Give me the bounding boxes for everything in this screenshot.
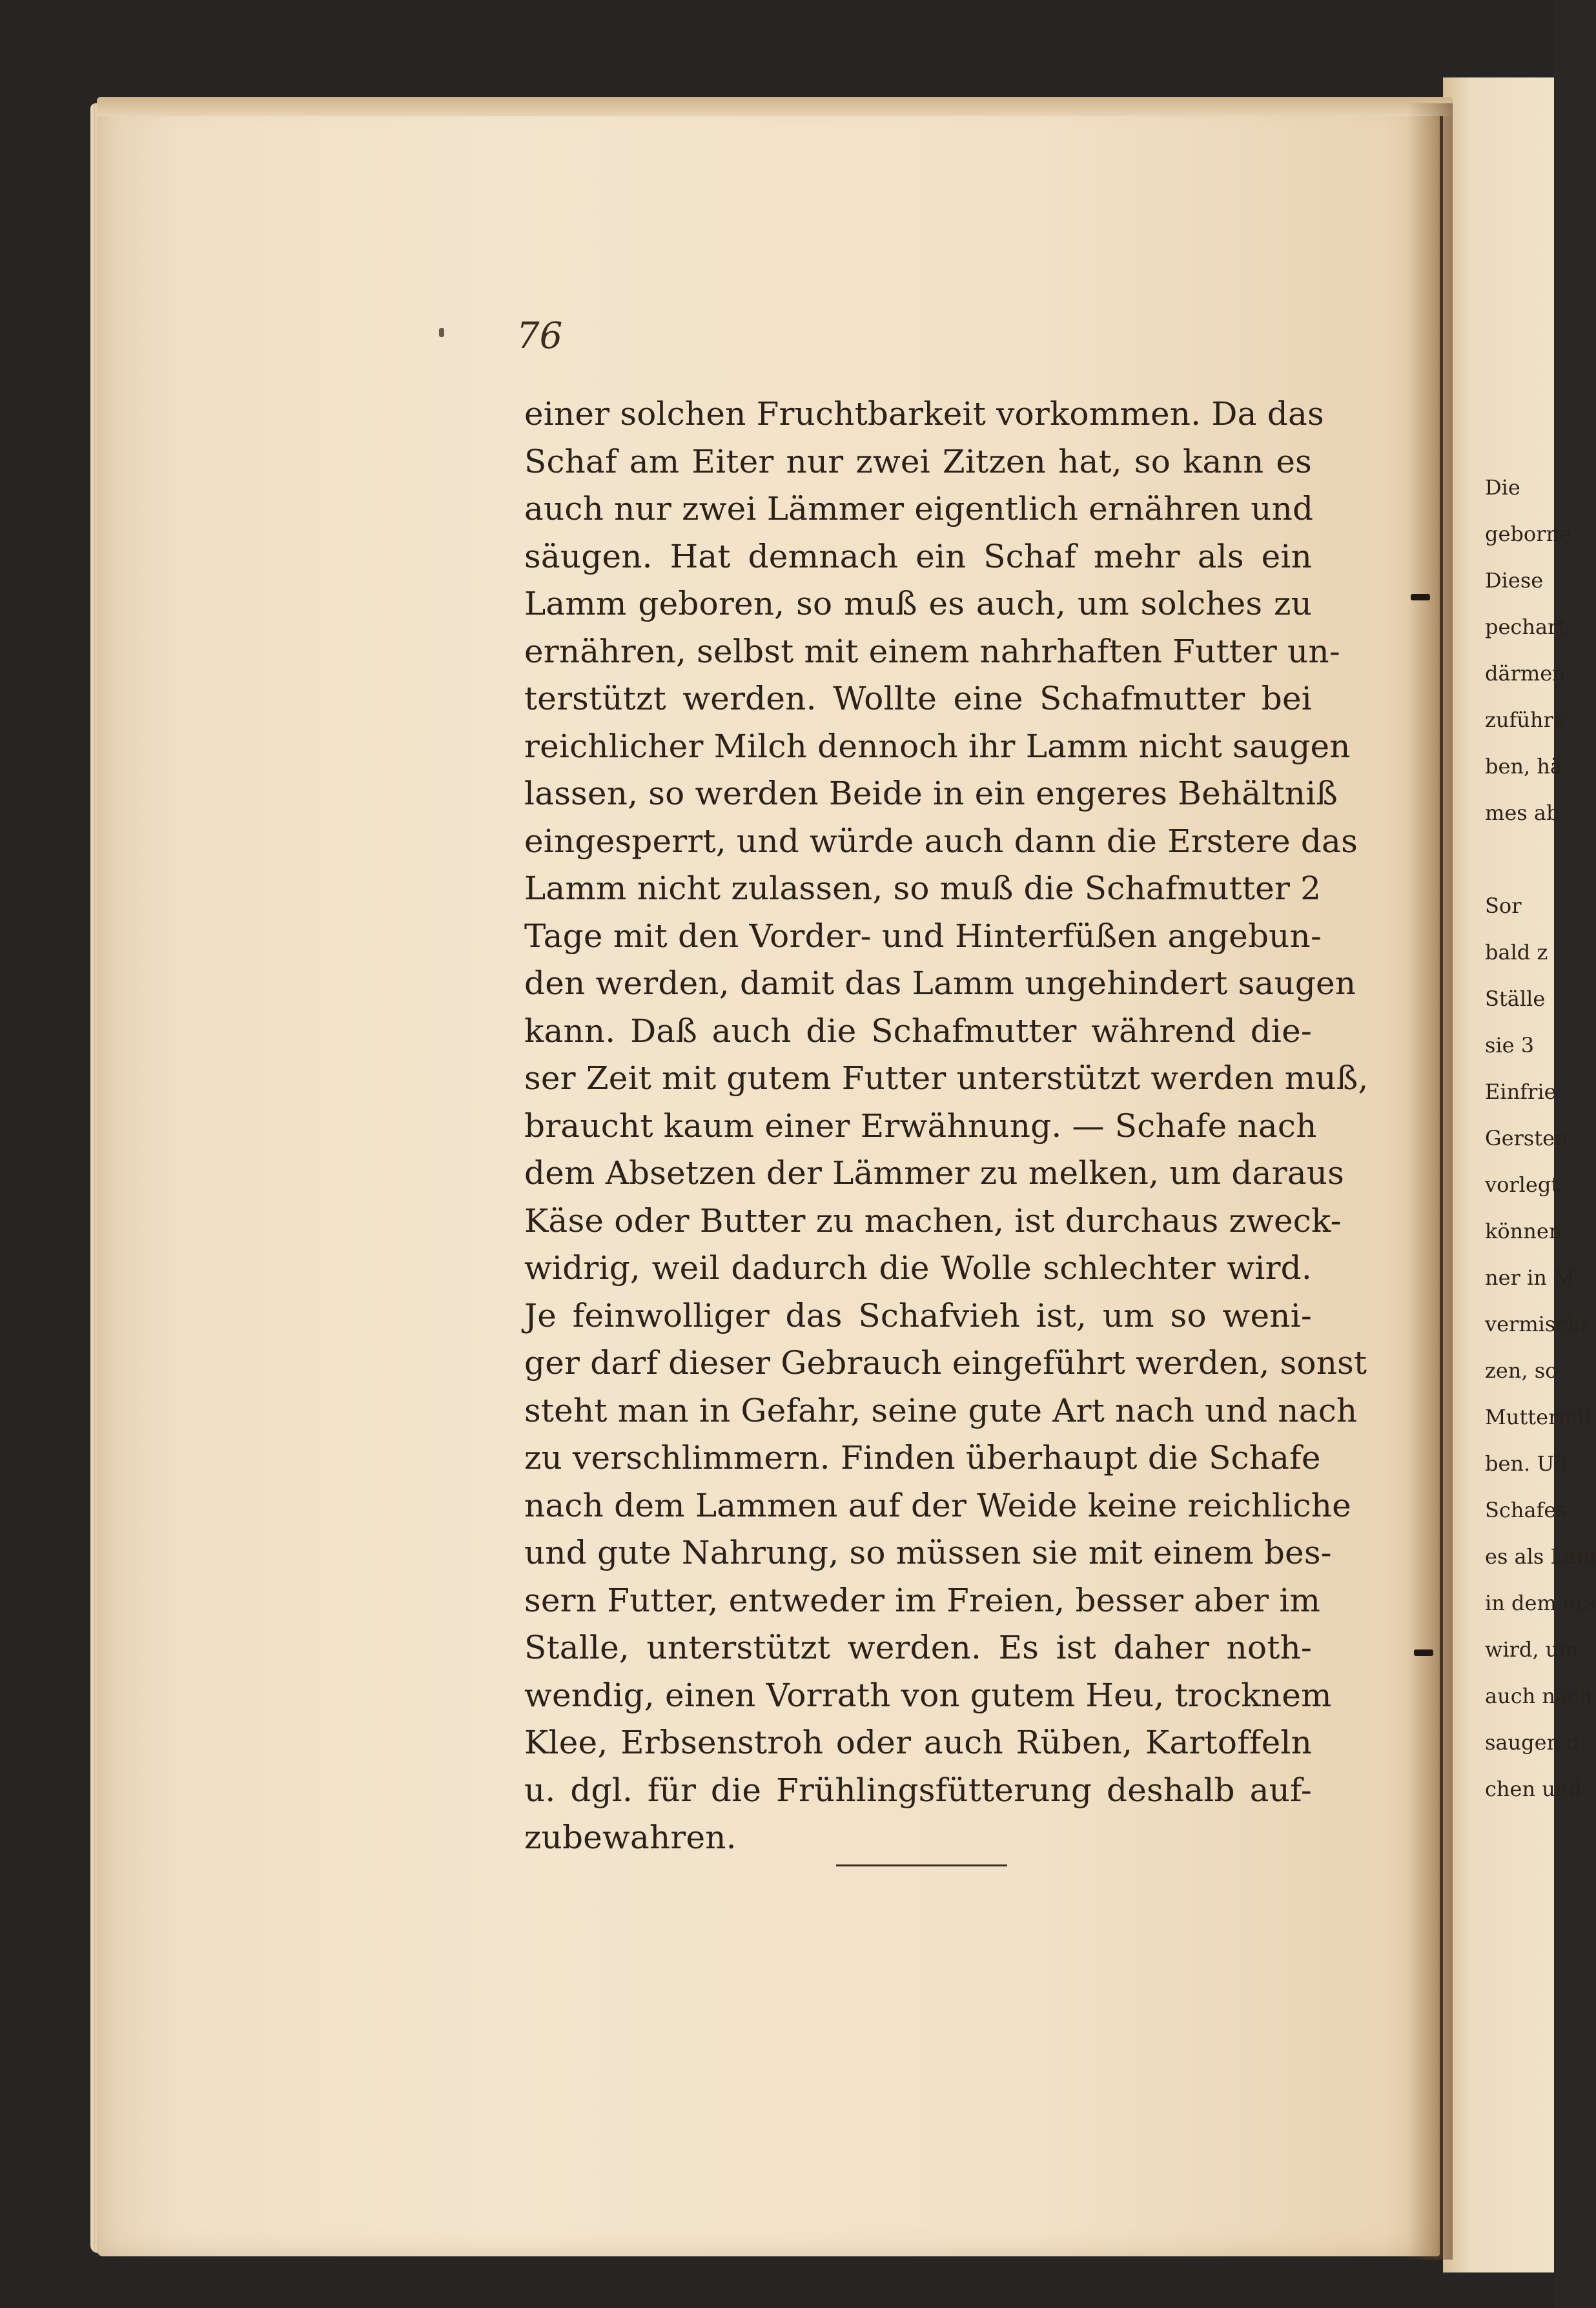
- facing-text-fragment: Ställe: [1485, 986, 1546, 1011]
- text-line: Tage mit den Vorder- und Hinterfüßen angebun-: [524, 917, 1322, 955]
- text-line: einer solchen Fruchtbarkeit vorkommen. Da das: [524, 395, 1324, 433]
- facing-text-fragment: es als Lam: [1485, 1544, 1596, 1569]
- gutter-shadow: [1407, 103, 1453, 2260]
- facing-text-fragment: Schafes: [1485, 1498, 1567, 1522]
- text-line: u. dgl. für die Frühlingsfütterung deshalb auf-: [524, 1771, 1312, 1809]
- text-line: den werden, damit das Lamm ungehindert saugen: [524, 965, 1356, 1002]
- text-line: auch nur zwei Lämmer eigentlich ernähren und: [524, 490, 1314, 527]
- facing-text-fragment: chen und: [1485, 1777, 1582, 1801]
- text-line: Schaf am Eiter nur zwei Zitzen hat, so kann es: [524, 442, 1312, 480]
- facing-text-fragment: ben. Ue: [1485, 1451, 1567, 1476]
- facing-text-fragment: wird, um: [1485, 1637, 1579, 1662]
- text-line: reichlicher Milch dennoch ihr Lamm nicht saugen: [524, 727, 1351, 765]
- facing-text-fragment: Gersten: [1485, 1126, 1568, 1150]
- facing-text-fragment: Diese: [1485, 568, 1544, 593]
- facing-text-fragment: saugen d: [1485, 1730, 1580, 1755]
- facing-text-fragment: bald z: [1485, 940, 1548, 965]
- facing-text-fragment: auch nach: [1485, 1684, 1593, 1708]
- text-line: Stalle, unterstützt werden. Es ist daher noth-: [524, 1629, 1312, 1666]
- facing-text-fragment: sie 3: [1485, 1033, 1535, 1057]
- facing-text-fragment: Sor: [1485, 894, 1522, 918]
- text-line: widrig, weil dadurch die Wolle schlechter wird.: [524, 1249, 1312, 1287]
- text-line: ger darf dieser Gebrauch eingeführt werden, sonst: [524, 1344, 1367, 1382]
- facing-text-fragment: ben, hä: [1485, 754, 1563, 779]
- text-line: zu verschlimmern. Finden überhaupt die Schafe: [524, 1439, 1321, 1476]
- facing-text-fragment: ner in M: [1485, 1265, 1575, 1290]
- text-line: Je feinwolliger das Schafvieh ist, um so weni-: [524, 1296, 1312, 1334]
- margin-mark: [1414, 1649, 1433, 1656]
- text-line: säugen. Hat demnach ein Schaf mehr als ein: [524, 537, 1312, 575]
- text-line: nach dem Lammen auf der Weide keine reichliche: [524, 1486, 1351, 1524]
- facing-text-fragment: vorlegt,: [1485, 1172, 1566, 1197]
- facing-text-fragment: därmen: [1485, 661, 1566, 686]
- text-line: lassen, so werden Beide in ein engeres Behältniß: [524, 775, 1338, 812]
- text-line: und gute Nahrung, so müssen sie mit einem bes-: [524, 1534, 1332, 1571]
- facing-text-fragment: geborne: [1485, 522, 1572, 546]
- page-top-edge: [97, 97, 1453, 116]
- facing-text-fragment: Muttermil: [1485, 1405, 1591, 1429]
- text-line: steht man in Gefahr, seine gute Art nach und nach: [524, 1391, 1358, 1429]
- text-line: terstützt werden. Wollte eine Schafmutter bei: [524, 680, 1312, 717]
- text-line: Klee, Erbsenstroh oder auch Rüben, Kartoffeln: [524, 1724, 1312, 1761]
- page-number: 76: [517, 315, 563, 357]
- end-rule: [836, 1864, 1007, 1866]
- text-line: eingesperrt, und würde auch dann die Erstere das: [524, 822, 1358, 860]
- margin-mark: [1411, 594, 1430, 600]
- text-line: Lamm nicht zulassen, so muß die Schafmutter 2: [524, 870, 1322, 907]
- text-line: ser Zeit mit gutem Futter unterstützt werden muß,: [524, 1059, 1369, 1097]
- text-line: Lamm geboren, so muß es auch, um solches zu: [524, 585, 1312, 622]
- facing-text-fragment: vermischt: [1485, 1312, 1589, 1336]
- text-line: sern Futter, entweder im Freien, besser aber im: [524, 1581, 1321, 1619]
- text-line: kann. Daß auch die Schafmutter während die-: [524, 1012, 1312, 1050]
- text-line: Käse oder Butter zu machen, ist durchaus zweck-: [524, 1201, 1342, 1240]
- facing-text-fragment: Die: [1485, 475, 1520, 500]
- facing-text-fragment: [1485, 837, 1556, 883]
- text-line: dem Absetzen der Lämmer zu melken, um daraus: [524, 1154, 1345, 1192]
- facing-text-fragment: zen, so: [1485, 1358, 1558, 1383]
- facing-text-fragment: pechart: [1485, 615, 1566, 639]
- facing-text-fragment: können.: [1485, 1219, 1569, 1243]
- facing-text-fragment: mes ab.: [1485, 801, 1566, 825]
- facing-text-fragment: Einfrie: [1485, 1079, 1557, 1104]
- ink-speck: [439, 328, 444, 337]
- facing-text-fragment: zuführe: [1485, 708, 1566, 732]
- text-line: wendig, einen Vorrath von gutem Heu, trocknem: [524, 1676, 1332, 1714]
- text-line: ernähren, selbst mit einem nahrhaften Futter un-: [524, 632, 1340, 670]
- text-line: braucht kaum einer Erwähnung. — Schafe nach: [524, 1107, 1317, 1145]
- body-text: [524, 391, 1369, 1862]
- facing-page-text: [1485, 465, 1596, 1813]
- facing-text-fragment: in dem ers: [1485, 1591, 1596, 1615]
- text-line: zubewahren.: [524, 1819, 737, 1856]
